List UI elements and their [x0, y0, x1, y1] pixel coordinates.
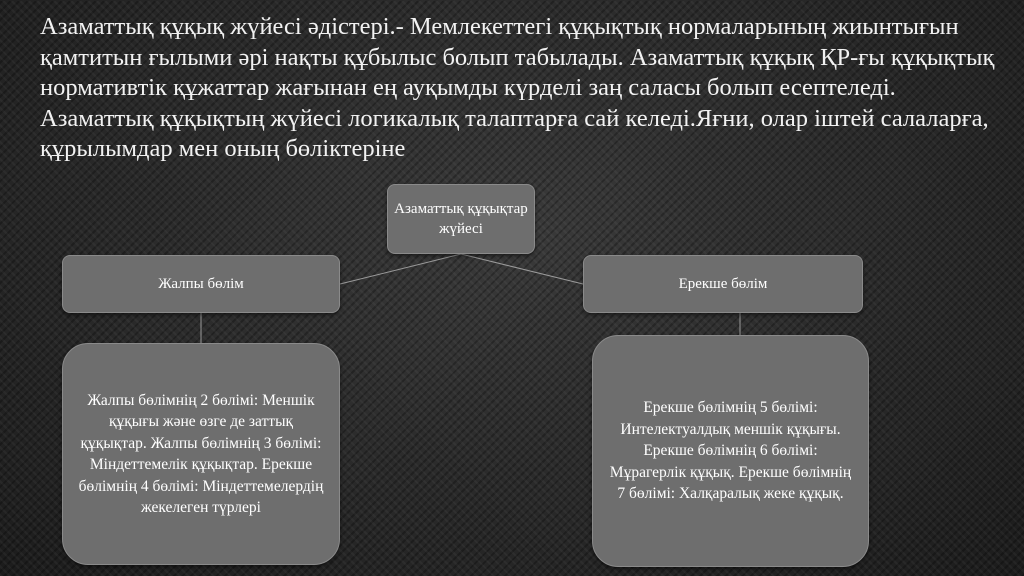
general-part-detail-node: [62, 343, 340, 565]
general-part-node: [62, 255, 340, 313]
special-part-detail-node: [592, 335, 869, 567]
general-part-detail-text: Жалпы бөлімнің 2 бөлімі: Меншік құқығы және өзге де заттық құқықтар. Жалпы бөлімнің 3 бөлімі: Міндеттемелік құқықтар. Ерекше бөлімнің 4 бөлімі: Міндеттемелердің жекелеген түрлері: [78, 391, 324, 516]
special-part-node: [583, 255, 863, 313]
special-part-detail-text: Ерекше бөлімнің 5 бөлімі: Интелектуалдық меншік құқығы. Ерекше бөлімнің 6 бөлімі: Мұрагерлік құқық. Ерекше бөлімнің 7 бөлімі: Халқаралық жеке құқық.: [609, 399, 852, 503]
connector-root-right: [461, 254, 583, 284]
general-part-label: Жалпы бөлім: [158, 276, 244, 292]
special-part-label: Ерекше бөлім: [678, 276, 768, 292]
slide-paragraph: Азаматтық құқық жүйесі әдістері.- Мемлекеттегі құқықтық нормаларының жиынтығын қамтитын ғылыми әрі нақты құбылыс болып табылады. Азаматтық құқық ҚР-ғы құқықтық нормативтік құжаттар жағынан ең ауқымды күрделі заң саласы болып есептеледі. Азаматтық құқықтың жүйесі логикалық талаптарға сай келеді.Яғни, олар іштей салаларға, құрылымдар мен оның бөліктеріне: [40, 13, 995, 162]
root-node: [387, 184, 535, 254]
connector-root-left: [340, 254, 461, 284]
root-node-label: Азаматтық құқықтар жүйесі: [394, 201, 528, 237]
